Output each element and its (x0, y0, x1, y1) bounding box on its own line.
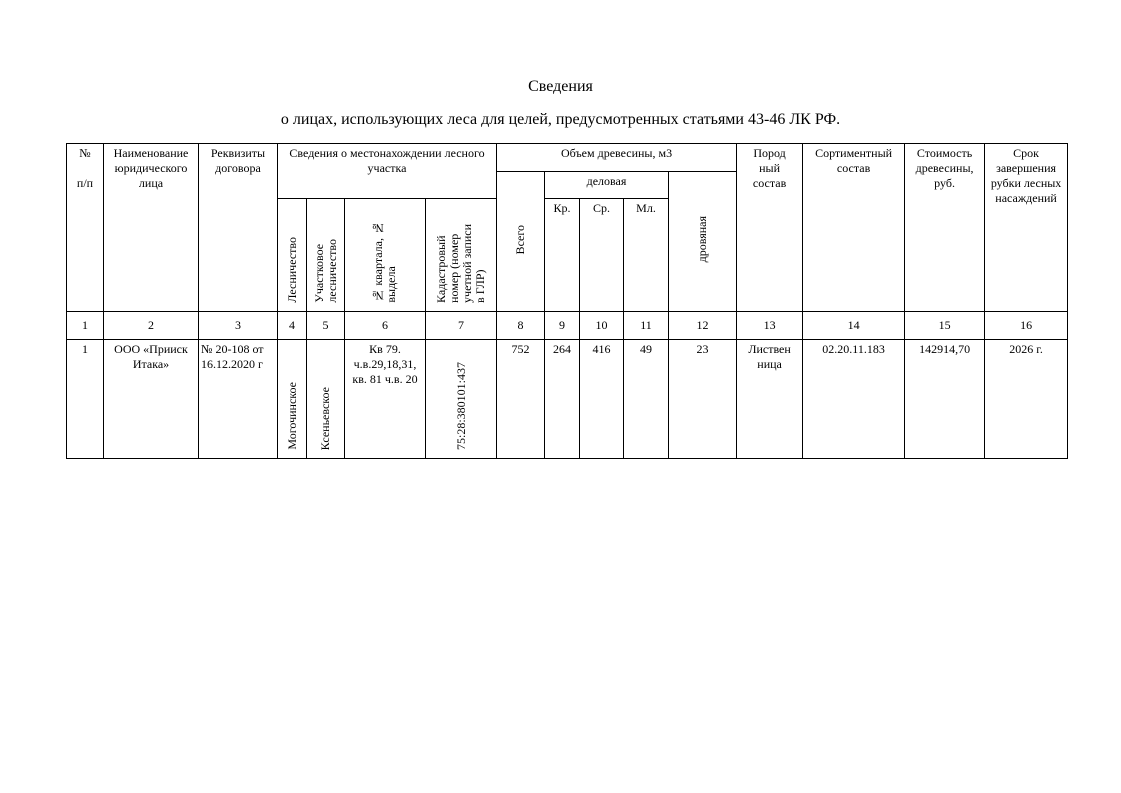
row-medium: 416 (580, 340, 624, 459)
header-district: Участковое лесничество (311, 239, 339, 303)
column-number: 14 (803, 312, 905, 340)
row-species: Листвен ница (737, 340, 803, 459)
column-number: 11 (624, 312, 669, 340)
header-forestry-cell (278, 199, 307, 312)
header-contract: Реквизиты договора (199, 144, 278, 312)
column-number: 15 (905, 312, 985, 340)
header-assortment: Сортиментный состав (803, 144, 905, 312)
header-business-group: деловая (545, 172, 669, 199)
column-number: 3 (199, 312, 278, 340)
header-firewood: дровяная (695, 216, 710, 263)
header-species: Пород ный состав (737, 144, 803, 312)
header-medium: Ср. (580, 199, 624, 312)
column-number: 1 (67, 312, 104, 340)
column-number: 9 (545, 312, 580, 340)
row-cost: 142914,70 (905, 340, 985, 459)
document-title: Сведения (528, 78, 593, 95)
document-subtitle: о лицах, использующих леса для целей, предусмотренных статьями 43-46 ЛК РФ. (280, 111, 841, 128)
row-cadastre-cell (426, 340, 497, 459)
header-district-cell (307, 199, 345, 312)
table-row (67, 340, 1068, 459)
column-number: 12 (669, 312, 737, 340)
forest-users-table (66, 143, 1068, 459)
row-num: 1 (67, 340, 104, 459)
column-number: 2 (104, 312, 199, 340)
row-total: 752 (497, 340, 545, 459)
row-district: Ксеньевское (318, 386, 332, 450)
row-forestry: Могочинское (284, 382, 299, 450)
row-firewood: 23 (669, 340, 737, 459)
row-name: ООО «Прииск Итака» (104, 340, 199, 459)
header-row-1 (67, 144, 1068, 172)
row-large: 264 (545, 340, 580, 459)
header-cadastre-cell (426, 199, 497, 312)
column-number: 10 (580, 312, 624, 340)
row-assortment: 02.20.11.183 (803, 340, 905, 459)
column-number: 5 (307, 312, 345, 340)
row-contract: № 20-108 от 16.12.2020 г (199, 340, 278, 459)
row-quarter: Кв 79. ч.в.29,18,31, кв. 81 ч.в. 20 (345, 340, 426, 459)
row-small: 49 (624, 340, 669, 459)
column-number: 13 (737, 312, 803, 340)
column-number: 4 (278, 312, 307, 340)
header-total-cell (497, 172, 545, 312)
header-firewood-cell (669, 172, 737, 312)
header-large: Кр. (545, 199, 580, 312)
header-forestry: Лесничество (284, 237, 299, 303)
row-forestry-cell (278, 340, 307, 459)
header-cadastre: Кадастровый номер (номер учетной записи в ГЛР) (434, 224, 487, 303)
header-quarter: № квартала, № выдела (371, 221, 398, 303)
row-district-cell (307, 340, 345, 459)
header-name: Наименование юридического лица (104, 144, 199, 312)
header-location-group: Сведения о местонахождении лесного участка (278, 144, 497, 199)
header-deadline: Срок завершения рубки лесных насаждений (985, 144, 1068, 312)
column-number: 6 (345, 312, 426, 340)
header-volume-group: Объем древесины, м3 (497, 144, 737, 172)
header-small: Мл. (624, 199, 669, 312)
header-quarter-cell (345, 199, 426, 312)
header-num: № п/п (67, 144, 104, 312)
column-number: 7 (426, 312, 497, 340)
column-number: 8 (497, 312, 545, 340)
row-deadline: 2026 г. (985, 340, 1068, 459)
header-cost: Стоимость древесины, руб. (905, 144, 985, 312)
column-number: 16 (985, 312, 1068, 340)
row-cadastre: 75:28:380101:437 (453, 361, 468, 450)
header-total: Всего (513, 224, 528, 255)
column-number-row (67, 312, 1068, 340)
